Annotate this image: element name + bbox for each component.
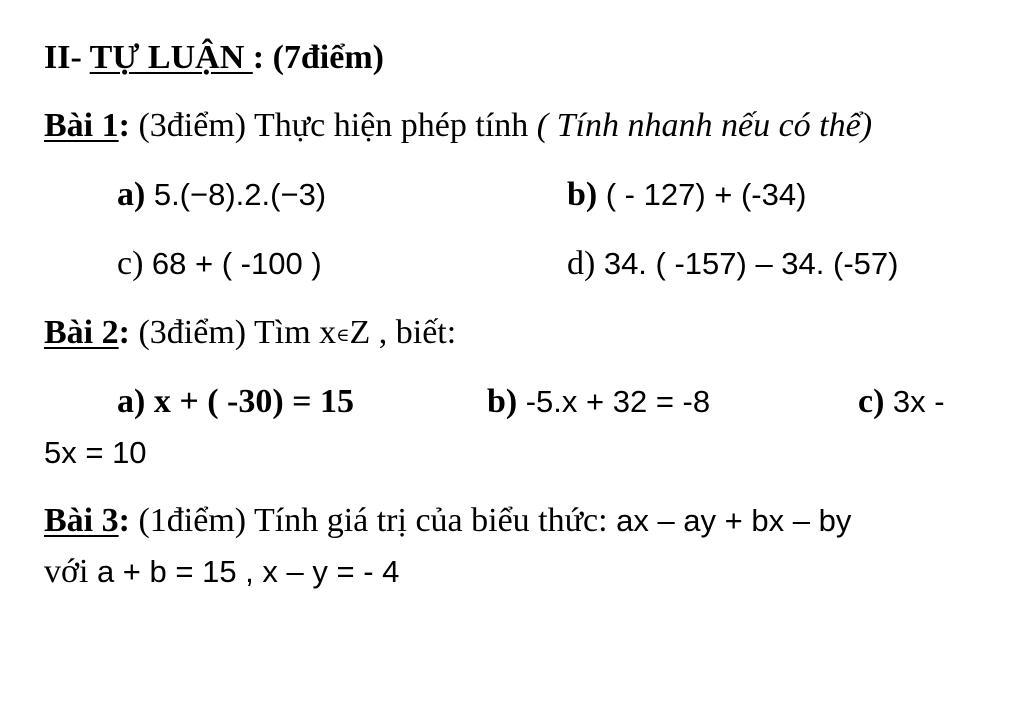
- bai2-item-c: [858, 382, 945, 422]
- item-expression: 3x -: [892, 384, 945, 419]
- bai3-expression: ax – ay + bx – by: [616, 503, 852, 538]
- bai2-item-a: [117, 382, 354, 422]
- bai2-heading: [44, 313, 456, 355]
- item-label: b): [487, 383, 518, 420]
- item-expression: x + ( -30) = 15: [153, 383, 355, 420]
- bai1-points: (3điểm): [129, 107, 247, 144]
- item-label: a): [117, 176, 146, 213]
- section-prefix: II-: [44, 39, 90, 76]
- section-points: : (7điểm): [252, 39, 384, 76]
- bai1-heading: [44, 106, 872, 146]
- bai3-instruction: Tính giá trị của biểu thức:: [253, 502, 608, 539]
- bai3-points: (1điểm): [129, 502, 247, 539]
- element-of-symbol: ∈: [336, 325, 350, 345]
- section-heading: [44, 38, 384, 78]
- item-expression: 5x = 10: [44, 435, 147, 470]
- bai1-item-b: [567, 175, 806, 215]
- bai1-item-c: [117, 244, 322, 284]
- bai3-condition-prefix: với: [44, 553, 89, 590]
- item-expression: -5.x + 32 = -8: [525, 384, 711, 419]
- bai1-instruction: Thực hiện phép tính: [253, 107, 529, 144]
- bai3-condition: [44, 552, 399, 592]
- bai3-heading: [44, 501, 851, 541]
- item-label: c): [117, 245, 144, 282]
- bai3-condition-expression: a + b = 15 , x – y = - 4: [96, 554, 400, 589]
- bai1-item-d: [567, 244, 898, 284]
- item-label: a): [117, 383, 146, 420]
- bai2-item-b: [487, 382, 710, 422]
- item-label: c): [858, 383, 885, 420]
- item-expression: 5.(−8).2.(−3): [153, 177, 327, 212]
- item-expression: ( - 127) + (-34): [605, 177, 807, 212]
- bai2-label: Bài 2: [44, 314, 119, 351]
- bai2-item-c-continuation: [44, 433, 147, 473]
- bai1-label: Bài 1: [44, 107, 119, 144]
- item-label: b): [567, 176, 598, 213]
- section-title: TỰ LUẬN: [89, 39, 253, 76]
- item-label: d): [567, 245, 596, 282]
- bai2-instruction-post: Z , biết:: [349, 314, 457, 351]
- bai1-note: ( Tính nhanh nếu có thể): [536, 107, 873, 144]
- item-expression: 34. ( -157) – 34. (-57): [603, 246, 899, 281]
- bai1-item-a: [117, 175, 326, 215]
- bai2-instruction-pre: Tìm x: [253, 314, 337, 351]
- bai3-label: Bài 3: [44, 502, 119, 539]
- bai2-points: (3điểm): [129, 314, 247, 351]
- item-expression: 68 + ( -100 ): [151, 246, 322, 281]
- bai1-colon: :: [118, 107, 130, 144]
- bai2-colon: :: [118, 314, 130, 351]
- bai3-colon: :: [118, 502, 130, 539]
